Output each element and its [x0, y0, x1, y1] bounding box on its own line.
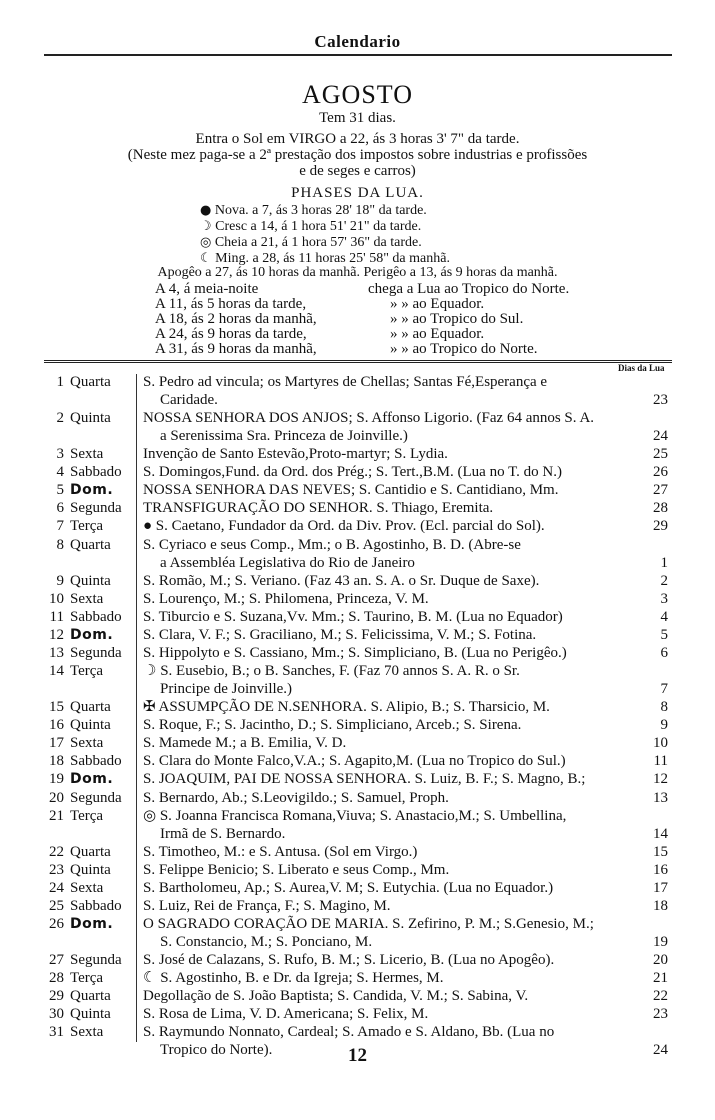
- weekday: Sabbado: [70, 608, 122, 625]
- day-number: 9: [56, 572, 64, 589]
- column-divider: [136, 374, 137, 1042]
- weekday: Sexta: [70, 446, 104, 462]
- weekday: Sexta: [70, 1024, 104, 1041]
- moon-age: 21: [653, 970, 668, 987]
- saints-text: ☾ S. Agostinho, B. e Dr. da Igreja; S. Hermes, M.: [143, 970, 444, 987]
- page-number: 12: [348, 1045, 367, 1066]
- moon-age: 11: [653, 753, 668, 770]
- saints-text: S. Romão, M.; S. Veriano. (Faz 43 an. S. A. o Sr. Duque de Saxe).: [143, 572, 540, 589]
- running-header: Calendario: [314, 32, 401, 51]
- saints-text: S. Rosa de Lima, V. D. Americana; S. Felix, M.: [143, 1006, 429, 1023]
- weekday: Quinta: [70, 572, 111, 589]
- day-number: 22: [49, 843, 64, 860]
- saints-text: Invenção de Santo Estevão,Proto-martyr; S. Lydia.: [143, 446, 448, 462]
- weekday: Segunda: [70, 500, 122, 517]
- lua-position-3: A 18, ás 2 horas da manhã,: [155, 311, 317, 327]
- moon-age: 6: [660, 644, 668, 661]
- last-quarter-icon: ☾: [200, 251, 212, 266]
- moon-age: 27: [653, 482, 668, 499]
- moon-days-label: Dias da Lua: [618, 363, 665, 373]
- weekday: Dom.: [70, 771, 114, 788]
- saints-text: Degollação de S. João Baptista; S. Candida, V. M.; S. Sabina, V.: [143, 988, 529, 1005]
- phase-full: ◎ Cheia a 21, á 1 hora 57' 36" da tarde.: [200, 235, 422, 250]
- lua-position-4: A 24, ás 9 horas da tarde,: [155, 326, 307, 342]
- day-number: 20: [49, 789, 64, 806]
- full-moon-icon: ◎: [200, 235, 212, 250]
- moon-age: 24: [653, 1042, 668, 1059]
- saints-text: S. José de Calazans, S. Rufo, B. M.; S. Licerio, B. (Lua no Apogêo).: [143, 952, 555, 968]
- moon-age: 8: [660, 699, 668, 715]
- lua-position-5: A 31, ás 9 horas da manhã,: [155, 341, 317, 357]
- moon-age: 20: [653, 952, 668, 968]
- day-number: 16: [49, 717, 64, 734]
- moon-age: 26: [653, 464, 668, 481]
- moon-age: 15: [653, 843, 668, 860]
- table-top-rule: [44, 360, 672, 363]
- weekday: Sexta: [70, 879, 104, 896]
- saints-text: S. Clara do Monte Falco,V.A.; S. Agapito,M. (Lua no Tropico do Sul.): [143, 753, 566, 770]
- tax-note-line-2: e de seges e carros): [299, 163, 416, 179]
- saints-text: S. Felippe Benicio; S. Liberato e seus Comp., Mm.: [143, 861, 450, 878]
- weekday: Segunda: [70, 644, 122, 661]
- day-number: 25: [49, 897, 64, 914]
- weekday: Quarta: [70, 536, 111, 553]
- moon-age: 14: [653, 825, 668, 842]
- moon-age: 16: [653, 861, 668, 878]
- saints-text: S. JOAQUIM, PAI DE NOSSA SENHORA. S. Luiz, B. F.; S. Magno, B.;: [143, 771, 586, 788]
- moon-age: 24: [653, 428, 668, 444]
- day-number: 23: [49, 861, 64, 878]
- day-number: 31: [49, 1024, 64, 1041]
- saints-text-cont: a Serenissima Sra. Princeza de Joinville.): [160, 428, 408, 444]
- day-number: 17: [49, 735, 64, 752]
- saints-text: S. Bartholomeu, Ap.; S. Aurea,V. M; S. Eutychia. (Lua no Equador.): [143, 879, 554, 896]
- day-number: 24: [49, 879, 64, 896]
- weekday: Quinta: [70, 861, 111, 878]
- day-number: 15: [49, 699, 64, 715]
- weekday: Sabbado: [70, 897, 122, 914]
- day-number: 3: [56, 446, 64, 462]
- saints-text-cont: Principe de Joinville.): [160, 681, 293, 697]
- weekday: Terça: [70, 807, 104, 824]
- moon-age: 1: [660, 554, 668, 571]
- saints-text: S. Roque, F.; S. Jacintho, D.; S. Simpliciano, Arceb.; S. Sirena.: [143, 717, 522, 734]
- weekday: Quarta: [70, 843, 111, 860]
- day-number: 10: [49, 590, 64, 607]
- weekday: Sexta: [70, 735, 104, 752]
- tax-note-line-1: (Neste mez paga-se a 2ª prestação dos impostos sobre industrias e profissões: [127, 147, 588, 163]
- saints-text: S. Clara, V. F.; S. Graciliano, M.; S. Felicissima, V. M.; S. Fotina.: [143, 626, 537, 643]
- moon-age: 2: [660, 572, 668, 589]
- saints-text: S. Domingos,Fund. da Ord. dos Prég.; S. Tert.,B.M. (Lua no T. do N.): [143, 464, 562, 481]
- moon-age: 9: [660, 717, 668, 734]
- day-number: 14: [49, 663, 64, 679]
- first-quarter-icon: ☽: [200, 219, 212, 234]
- saints-text: S. Pedro ad vincula; os Martyres de Chellas; Santas Fé,Esperança e: [143, 374, 548, 390]
- saints-text: S. Bernardo, Ab.; S.Leovigildo.; S. Samuel, Proph.: [143, 789, 449, 806]
- month-title: AGOSTO: [302, 80, 413, 109]
- day-number: 12: [49, 626, 64, 643]
- weekday: Terça: [70, 970, 104, 987]
- weekday: Quarta: [70, 699, 111, 715]
- saints-text-cont: a Assembléa Legislativa do Rio de Janeiro: [160, 554, 415, 571]
- phase-last-quarter: ☾ Ming. a 28, ás 11 horas 25' 58" da manhã.: [200, 251, 450, 266]
- saints-text-cont: Tropico do Norte).: [160, 1042, 273, 1059]
- day-number: 13: [49, 644, 64, 661]
- day-number: 1: [56, 374, 64, 390]
- saints-text: S. Timotheo, M.: e S. Antusa. (Sol em Virgo.): [143, 843, 418, 860]
- day-number: 27: [49, 952, 64, 968]
- phases-title: PHASES DA LUA.: [291, 185, 424, 201]
- day-number: 4: [56, 464, 64, 481]
- weekday: Dom.: [70, 626, 114, 643]
- weekday: Quarta: [70, 374, 111, 390]
- saints-text-cont: Irmã de S. Bernardo.: [160, 825, 286, 842]
- day-number: 30: [49, 1006, 64, 1023]
- day-number: 2: [56, 410, 64, 426]
- saints-text: ☽ S. Eusebio, B.; o B. Sanches, F. (Faz 70 annos S. A. R. o Sr.: [143, 663, 520, 679]
- day-number: 7: [56, 518, 64, 535]
- saints-text: S. Raymundo Nonnato, Cardeal; S. Amado e S. Aldano, Bb. (Lua no: [143, 1024, 555, 1041]
- saints-text: S. Hippolyto e S. Cassiano, Mm.; S. Simpliciano, B. (Lua no Perigêo.): [143, 644, 567, 661]
- day-number: 28: [49, 970, 64, 987]
- saints-text: NOSSA SENHORA DOS ANJOS; S. Affonso Ligorio. (Faz 64 annos S. A.: [143, 410, 595, 426]
- moon-age: 17: [653, 879, 668, 896]
- saints-text: S. Lourenço, M.; S. Philomena, Princeza, V. M.: [143, 590, 429, 607]
- weekday: Sexta: [70, 590, 104, 607]
- saints-text: TRANSFIGURAÇÃO DO SENHOR. S. Thiago, Eremita.: [143, 500, 494, 517]
- moon-age: 19: [653, 934, 668, 950]
- moon-age: 10: [653, 735, 668, 752]
- saints-text: S. Mamede M.; a B. Emilia, V. D.: [143, 735, 347, 752]
- weekday: Terça: [70, 663, 104, 679]
- lua-position-2: A 11, ás 5 horas da tarde,: [155, 296, 307, 312]
- header-rule: [44, 54, 672, 56]
- weekday: Quinta: [70, 717, 111, 734]
- moon-age: 13: [653, 789, 668, 806]
- saints-text: ● S. Caetano, Fundador da Ord. da Div. Prov. (Ecl. parcial do Sol).: [143, 518, 545, 535]
- moon-age: 23: [653, 392, 668, 408]
- moon-age: 7: [660, 681, 668, 697]
- day-number: 11: [49, 608, 64, 625]
- weekday: Sabbado: [70, 464, 122, 481]
- saints-text: S. Luiz, Rei de França, F.; S. Magino, M.: [143, 897, 391, 914]
- saints-text: S. Tiburcio e S. Suzana,Vv. Mm.; S. Taurino, B. M. (Lua no Equador): [143, 608, 563, 625]
- sun-entry-line: Entra o Sol em VIRGO a 22, ás 3 horas 3' 7" da tarde.: [195, 131, 520, 147]
- lua-position-1: A 4, á meia-noite: [155, 281, 259, 297]
- weekday: Dom.: [70, 916, 114, 932]
- saints-text: ◎ S. Joanna Francisca Romana,Viuva; S. Anastacio,M.; S. Umbellina,: [143, 807, 567, 824]
- weekday: Segunda: [70, 952, 122, 968]
- days-count: Tem 31 dias.: [319, 110, 396, 126]
- weekday: Segunda: [70, 789, 122, 806]
- saints-text: S. Cyriaco e seus Comp., Mm.; o B. Agostinho, B. D. (Abre-se: [143, 536, 521, 553]
- moon-age: 28: [653, 500, 668, 517]
- weekday: Sabbado: [70, 753, 122, 770]
- phase-first-quarter: ☽ Cresc a 14, á 1 hora 51' 21" da tarde.: [200, 219, 422, 234]
- moon-age: 23: [653, 1006, 668, 1023]
- saints-text-cont: S. Constancio, M.; S. Ponciano, M.: [160, 934, 373, 950]
- moon-age: 5: [660, 626, 668, 643]
- moon-age: 22: [653, 988, 668, 1005]
- day-number: 5: [56, 482, 64, 499]
- weekday: Dom.: [70, 482, 114, 499]
- day-number: 8: [56, 536, 64, 553]
- day-number: 6: [56, 500, 64, 517]
- moon-age: 18: [653, 897, 668, 914]
- day-number: 26: [49, 916, 64, 932]
- saints-text: O SAGRADO CORAÇÃO DE MARIA. S. Zefirino, P. M.; S.Genesio, M.;: [143, 916, 594, 932]
- weekday: Quarta: [70, 988, 111, 1005]
- day-number: 18: [49, 753, 64, 770]
- new-moon-icon: ●: [200, 203, 212, 218]
- moon-age: 12: [653, 771, 668, 788]
- weekday: Terça: [70, 518, 104, 535]
- day-number: 21: [49, 807, 64, 824]
- moon-age: 25: [653, 446, 668, 462]
- day-number: 19: [49, 771, 64, 788]
- calendar-page: Calendario AGOSTO Tem 31 dias. Entra o Sol em VIRGO a 22, ás 3 horas 3' 7" da tarde. (Neste mez paga-se a 2ª prestação dos impostos sobre industrias e profissões e de seges e carros) PHASES DA LUA. ● Nova. a 7, ás 3 horas 28' 18" da tarde. ☽ Cresc a 14, á 1 hora 51' 21" da tarde. ◎ Cheia a 21, á 1 hora 57' 36" da tarde. ☾ Ming. a 28, ás 11 horas 25' 58" da manhã. Apogêo a 27, ás 10 horas da manhã. Perigêo a 13, ás 9 horas da manhã. A 4, á meia-noite chega a Lua ao Tropico do Norte. A 11, ás 5 horas da tarde, » » ao Equador. A 18, ás 2 horas da manhã, » » ao Tropico do Sul. A 24, ás 9 horas da tarde, » » ao Equador. A 31, ás 9 horas da manhã, » » ao Tropico do Norte. Dias da Lua 1 Quarta S. Pedro ad vincula; os Martyres de Chellas; Santas Fé,Esperança e Caridade. 23 2 Quinta NOSSA SENHORA DOS ANJOS; S. Affonso Ligorio. (Faz 64 annos S. A. a Serenissima Sra. Princeza de Joinville.) 24 3 Sexta Invenção de Santo Estevão,Proto-martyr; S. Lydia. 25 4 Sabbado S. Domingos,Fund. da Ord. dos Prég.; S. Tert.,B.M. (Lua no T. do N.) 26 5 Dom. NOSSA SENHORA DAS NEVES; S. Cantidio e S. Cantidiano, Mm. 27 6 Segunda TRANSFIGURAÇÃO DO SENHOR. S. Thiago, Eremita. 28 7 Terça ● S. Caetano, Fundador da Ord. da Div. Prov. (Ecl. parcial do Sol). 29 8 Quarta S. Cyriaco e seus Comp., Mm.; o B. Agostinho, B. D. (Abre-se a Assembléa Legislativa do Rio de Janeiro 1 9 Quinta S. Romão, M.; S. Veriano. (Faz 43 an. S. A. o Sr. Duque de Saxe). 2 10 Sexta S. Lourenço, M.; S. Philomena, Princeza, V. M. 3 11 Sabbado S. Tiburcio e S. Suzana,Vv. Mm.; S. Taurino, B. M. (Lua no Equador) 4 12 Dom. S. Clara, V. F.; S. Graciliano, M.; S. Felicissima, V. M.; S. Fotina. 5 13 Segunda S. Hippolyto e S. Cassiano, Mm.; S. Simpliciano, B. (Lua no Perigêo.) 6 14 Terça ☽ S. Eusebio, B.; o B. Sanches, F. (Faz 70 annos S. A. R. o Sr. Principe de Joinville.) 7 15 Quarta ✠ ASSUMPÇÃO DE N.SENHORA. S. Alipio, B.; S. Tharsicio, M. 8 16 Quinta S. Roque, F.; S. Jacintho, D.; S. Simpliciano, Arceb.; S. Sirena. 9 17 Sexta S. Mamede M.; a B. Emilia, V. D. 10 18 Sabbado S. Clara do Monte Falco,V.A.; S. Agapito,M. (Lua no Tropico do Sul.) 11 19 Dom. S. JOAQUIM, PAI DE NOSSA SENHORA. S. Luiz, B. F.; S. Magno, B.; 12 20 Segunda S. Bernardo, Ab.; S.Leovigildo.; S. Samuel, Proph. 13 21 Terça ◎ S. Joanna Francisca Romana,Viuva; S. Anastacio,M.; S. Umbellina, Irmã de S. Bernardo. 14 22 Quarta S. Timotheo, M.: e S. Antusa. (Sol em Virgo.) 15 23 Quinta S. Felippe Benicio; S. Liberato e seus Comp., Mm. 16 24 Sexta S. Bartholomeu, Ap.; S. Aurea,V. M; S. Eutychia. (Lua no Equador.) 17 25 Sabbado S. Luiz, Rei de França, F.; S. Magino, M. 18 26 Dom. O SAGRADO CORAÇÃO DE MARIA. S. Zefirino, P. M.; S.Genesio, M.; S. Constancio, M.; S. Ponciano, M. 19 27 Segunda S. José de Calazans, S. Rufo, B. M.; S. Licerio, B. (Lua no Apogêo). 20 28 Terça ☾ S. Agostinho, B. e Dr. da Igreja; S. Hermes, M. 21 29 Quarta Degollação de S. João Baptista; S. Candida, V. M.; S. Sabina, V. 22 30 Quinta S. Rosa de Lima, V. D. Americana; S. Felix, M. 23 31 Sexta S. Raymundo Nonnato, Cardeal; S. Amado e S. Aldano, Bb. (Lua no Tropico do Norte). 24 12: [0, 0, 715, 1120]
- moon-age: 4: [660, 608, 668, 625]
- saints-text: ✠ ASSUMPÇÃO DE N.SENHORA. S. Alipio, B.; S. Tharsicio, M.: [143, 699, 550, 715]
- apogee-perigee-line: Apogêo a 27, ás 10 horas da manhã. Perigêo a 13, ás 9 horas da manhã.: [157, 265, 558, 280]
- weekday: Quinta: [70, 410, 111, 426]
- saints-text-cont: Caridade.: [160, 392, 218, 408]
- saints-text: NOSSA SENHORA DAS NEVES; S. Cantidio e S. Cantidiano, Mm.: [143, 482, 559, 499]
- day-number: 29: [49, 988, 64, 1005]
- phase-new: ● Nova. a 7, ás 3 horas 28' 18" da tarde.: [200, 203, 427, 218]
- moon-age: 3: [660, 590, 668, 607]
- weekday: Quinta: [70, 1006, 111, 1023]
- moon-age: 29: [653, 518, 668, 535]
